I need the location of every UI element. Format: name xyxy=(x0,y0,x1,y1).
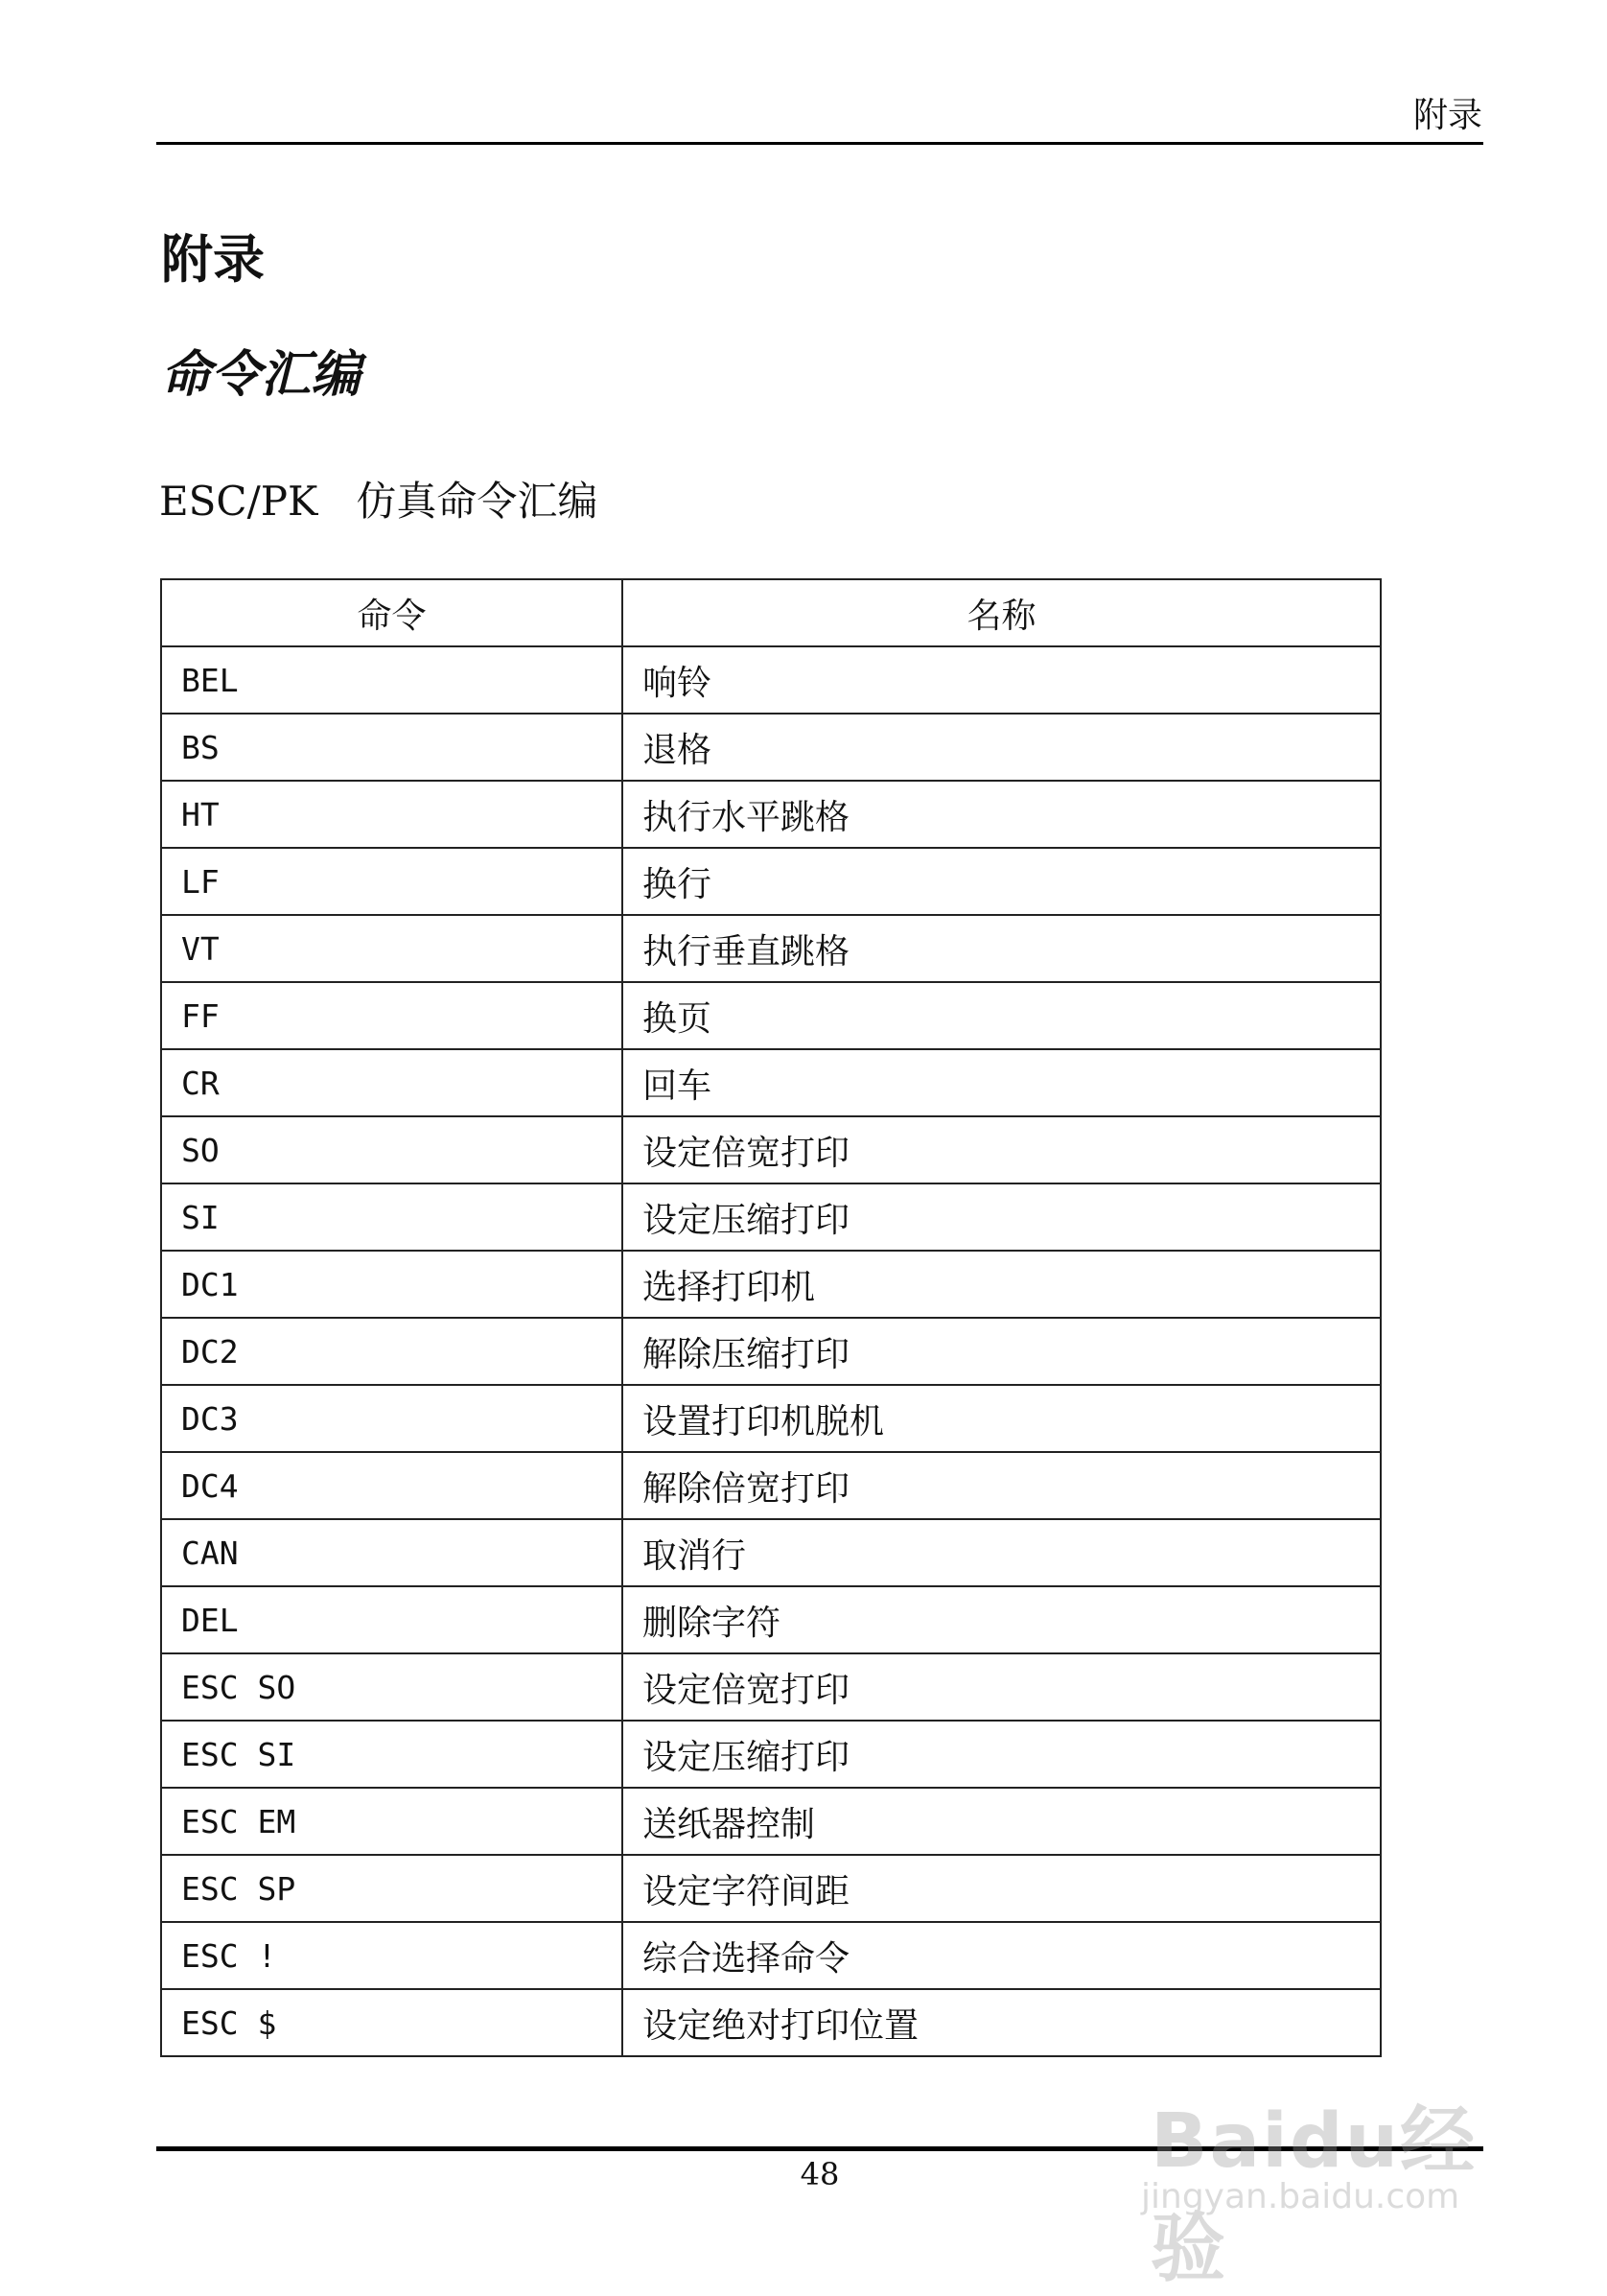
command-cell: DC2 xyxy=(161,1318,622,1385)
subsection-heading: 命令汇编 xyxy=(161,346,361,404)
table-row xyxy=(161,1788,1381,1855)
command-cell: ESC SO xyxy=(161,1653,622,1721)
command-cell: CAN xyxy=(161,1519,622,1586)
watermark-brand: Baidu经验 xyxy=(1151,2098,1478,2292)
name-cell: 设定压缩打印 xyxy=(622,1183,1381,1251)
command-cell: DC4 xyxy=(161,1452,622,1519)
watermark-url: jingyan.baidu.com xyxy=(1141,2177,1460,2216)
command-cell: SI xyxy=(161,1183,622,1251)
command-cell: SO xyxy=(161,1116,622,1183)
command-cell: HT xyxy=(161,781,622,848)
name-cell: 换页 xyxy=(622,982,1381,1049)
table-row xyxy=(161,1116,1381,1183)
command-cell: BEL xyxy=(161,646,622,714)
table-row xyxy=(161,1452,1381,1519)
command-cell: ESC $ xyxy=(161,1989,622,2056)
page-number: 48 xyxy=(800,2156,840,2192)
name-cell: 执行水平跳格 xyxy=(622,781,1381,848)
name-cell: 设定倍宽打印 xyxy=(622,1116,1381,1183)
command-cell: DC1 xyxy=(161,1251,622,1318)
name-cell: 执行垂直跳格 xyxy=(622,915,1381,982)
command-cell: DEL xyxy=(161,1586,622,1653)
column-header-name: 名称 xyxy=(622,579,1381,646)
name-cell: 送纸器控制 xyxy=(622,1788,1381,1855)
header-rule xyxy=(156,142,1483,145)
command-cell: ESC SP xyxy=(161,1855,622,1922)
column-header-command: 命令 xyxy=(161,579,622,646)
table-row xyxy=(161,781,1381,848)
table-row xyxy=(161,1586,1381,1653)
command-cell: ESC SI xyxy=(161,1721,622,1788)
name-cell: 解除压缩打印 xyxy=(622,1318,1381,1385)
command-cell: ESC ! xyxy=(161,1922,622,1989)
table-caption: ESC/PK 仿真命令汇编 xyxy=(159,478,598,525)
table-row xyxy=(161,1318,1381,1385)
command-cell: VT xyxy=(161,915,622,982)
table-row xyxy=(161,1183,1381,1251)
table-header-row xyxy=(161,579,1381,646)
table-row xyxy=(161,1519,1381,1586)
table-row xyxy=(161,714,1381,781)
name-cell: 设定字符间距 xyxy=(622,1855,1381,1922)
command-table xyxy=(160,578,1382,2057)
table-row xyxy=(161,646,1381,714)
name-cell: 解除倍宽打印 xyxy=(622,1452,1381,1519)
table-row xyxy=(161,1385,1381,1452)
name-cell: 设置打印机脱机 xyxy=(622,1385,1381,1452)
name-cell: 回车 xyxy=(622,1049,1381,1116)
table-row xyxy=(161,915,1381,982)
command-cell: BS xyxy=(161,714,622,781)
table-row xyxy=(161,1049,1381,1116)
table-row xyxy=(161,982,1381,1049)
table-row xyxy=(161,1855,1381,1922)
name-cell: 选择打印机 xyxy=(622,1251,1381,1318)
watermark xyxy=(1122,2062,1544,2292)
name-cell: 设定绝对打印位置 xyxy=(622,1989,1381,2056)
name-cell: 取消行 xyxy=(622,1519,1381,1586)
name-cell: 设定倍宽打印 xyxy=(622,1653,1381,1721)
section-heading: 附录 xyxy=(161,229,265,290)
command-cell: DC3 xyxy=(161,1385,622,1452)
name-cell: 响铃 xyxy=(622,646,1381,714)
table-row xyxy=(161,848,1381,915)
command-cell: FF xyxy=(161,982,622,1049)
table-row xyxy=(161,1653,1381,1721)
running-header: 附录 xyxy=(1412,96,1482,135)
table-row xyxy=(161,1922,1381,1989)
name-cell: 退格 xyxy=(622,714,1381,781)
command-cell: CR xyxy=(161,1049,622,1116)
command-cell: ESC EM xyxy=(161,1788,622,1855)
name-cell: 换行 xyxy=(622,848,1381,915)
name-cell: 设定压缩打印 xyxy=(622,1721,1381,1788)
table-row xyxy=(161,1989,1381,2056)
table-row xyxy=(161,1251,1381,1318)
name-cell: 删除字符 xyxy=(622,1586,1381,1653)
command-cell: LF xyxy=(161,848,622,915)
table-row xyxy=(161,1721,1381,1788)
name-cell: 综合选择命令 xyxy=(622,1922,1381,1989)
